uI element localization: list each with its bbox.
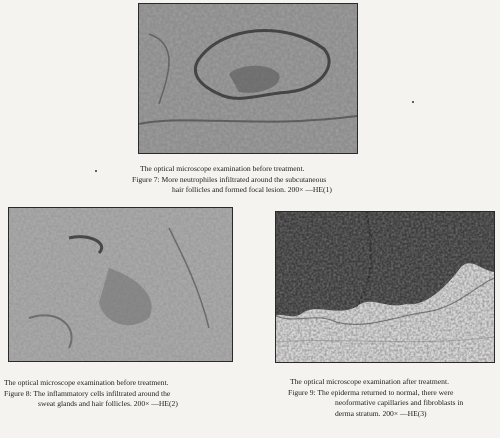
figure-7-caption-line2: Figure 7: More neutrophiles infiltrated around the subcutaneous (132, 174, 327, 184)
speck (412, 101, 414, 103)
figure-7-micrograph (138, 3, 358, 154)
figure-7-caption (132, 164, 332, 196)
figure-9-caption-line2: Figure 9: The epiderma returned to normal, there were (288, 387, 454, 397)
figure-9-caption (290, 377, 463, 419)
figure-9-caption-line4: derma stratum. 200× —HE(3) (335, 408, 427, 418)
figure-9-caption-line3: neoformative capillaries and fibroblasts in (335, 398, 464, 407)
figure-9-micrograph (275, 211, 495, 363)
figure-8-caption-line1: The optical microscope examination before treatment. (4, 378, 169, 387)
figure-8-caption (4, 378, 178, 410)
figure-8-caption-line3: sweat glands and hair follicles. 200× —HE(2) (38, 399, 178, 408)
figure-8-caption-line2: Figure 8: The inflammatory cells infiltrated around the (4, 388, 171, 398)
figure-8-micrograph (8, 207, 233, 362)
figure-7-caption-line1: The optical microscope examination before treatment. (140, 164, 305, 173)
figure-9-caption-line1: The optical microscope examination after treatment. (290, 377, 449, 386)
speck (95, 170, 97, 172)
figure-7-caption-line3: hair follicles and formed focal lesion. 200× —HE(1) (172, 185, 332, 194)
